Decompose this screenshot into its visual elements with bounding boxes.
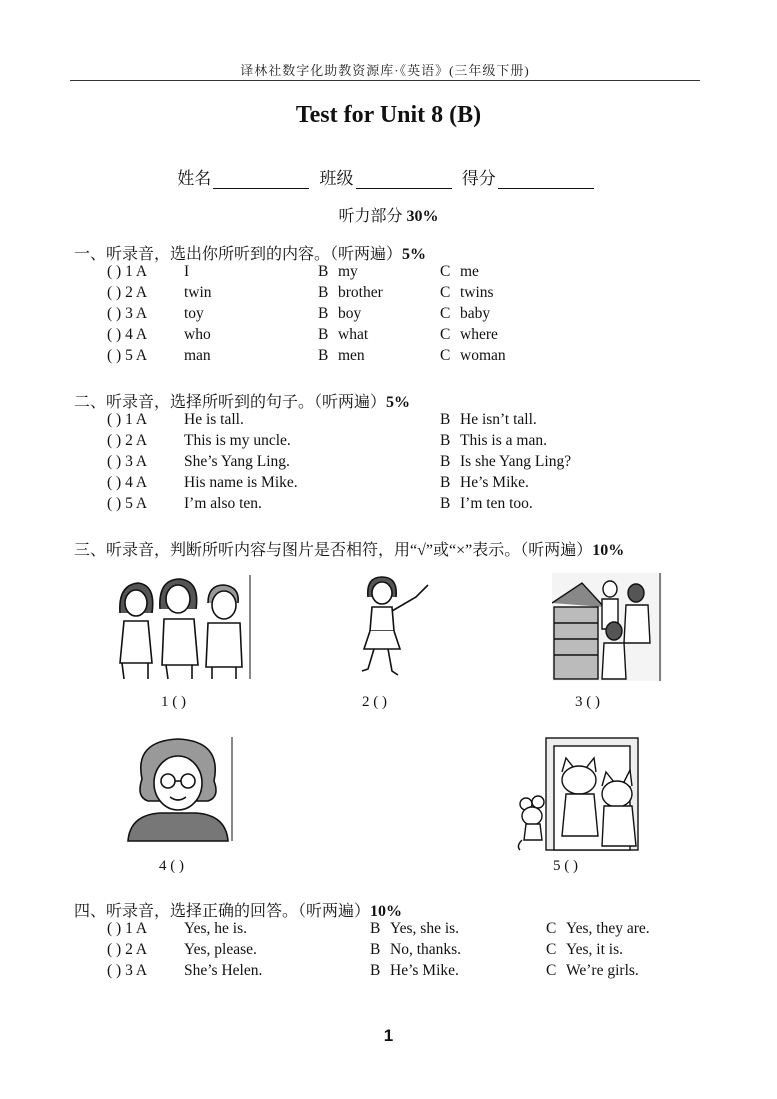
option-b-letter: B [370,941,381,958]
class-label: 班级 [319,169,354,188]
option-b-letter: B [318,305,329,322]
answer-bracket[interactable]: ( ) 3 A [107,453,148,470]
page-number: 1 [383,1026,394,1045]
picture-1-children [112,573,252,681]
option-b-letter: B [370,920,381,937]
listening-part-label: 听力部分 30% [338,208,439,225]
answer-bracket[interactable]: ( ) 1 A [107,263,148,280]
option-b: This is a man. [460,432,547,449]
option-c-letter: C [546,962,557,979]
option-b: my [338,263,358,280]
option-c: where [460,326,498,343]
answer-bracket[interactable]: ( ) 2 A [107,941,148,958]
option-a: She’s Helen. [184,962,263,979]
option-a: This is my uncle. [184,432,291,449]
class-blank[interactable] [356,170,452,189]
answer-bracket[interactable]: ( ) 1 A [107,411,148,428]
option-b-letter: B [318,263,329,280]
option-a: He is tall. [184,411,244,428]
option-b-letter: B [440,453,451,470]
option-b: men [338,347,365,364]
section-3-title: 三、听录音，判断所听内容与图片是否相符，用“√”或“×”表示。（听两遍）10% [74,542,625,559]
picture-2-answer[interactable]: 2 ( ) [362,694,387,710]
option-b-letter: B [318,326,329,343]
option-b: Yes, she is. [390,920,460,937]
option-b-letter: B [440,495,451,512]
option-b-letter: B [318,347,329,364]
name-blank[interactable] [213,170,309,189]
picture-1-answer[interactable]: 1 ( ) [161,694,186,710]
picture-4-grandmother [124,735,234,843]
option-c: We’re girls. [566,962,639,979]
picture-4-answer[interactable]: 4 ( ) [159,858,184,874]
picture-3-house-children [552,573,662,681]
option-b: He’s Mike. [460,474,529,491]
option-b: boy [338,305,362,322]
option-c-letter: C [440,305,451,322]
answer-bracket[interactable]: ( ) 5 A [107,347,148,364]
option-b: brother [338,284,383,301]
option-b-letter: B [440,411,451,428]
section-2-title: 二、听录音，选择所听到的句子。（听两遍）5% [74,394,411,411]
option-a: man [184,347,211,364]
option-c-letter: C [546,920,557,937]
option-c: Yes, it is. [566,941,624,958]
option-a: who [184,326,211,343]
answer-bracket[interactable]: ( ) 4 A [107,474,148,491]
score-label: 得分 [461,169,496,188]
option-a: She’s Yang Ling. [184,453,290,470]
option-c-letter: C [440,326,451,343]
option-a: Yes, he is. [184,920,248,937]
option-a: I’m also ten. [184,495,262,512]
option-c-letter: C [546,941,557,958]
picture-5-answer[interactable]: 5 ( ) [553,858,578,874]
option-c: twins [460,284,494,301]
option-b-letter: B [440,432,451,449]
header-rule [70,80,700,81]
page-title: Test for Unit 8 (B) [295,102,482,128]
option-b: what [338,326,369,343]
option-c: Yes, they are. [566,920,650,937]
option-c-letter: C [440,284,451,301]
option-b-letter: B [318,284,329,301]
picture-5-cats-mouse [516,736,644,852]
option-c: me [460,263,479,280]
name-label: 姓名 [177,169,212,188]
section-1-title: 一、听录音，选出你所听到的内容。（听两遍）5% [74,246,427,263]
option-a: I [184,263,190,280]
option-b: He isn’t tall. [460,411,537,428]
option-b: No, thanks. [390,941,462,958]
option-a: Yes, please. [184,941,257,958]
option-b-letter: B [370,962,381,979]
option-a: His name is Mike. [184,474,298,491]
answer-bracket[interactable]: ( ) 4 A [107,326,148,343]
option-b: Is she Yang Ling? [460,453,572,470]
page-header: 译林社数字化助教资源库·《英语》(三年级下册) [240,63,530,78]
score-blank[interactable] [498,170,594,189]
answer-bracket[interactable]: ( ) 3 A [107,305,148,322]
option-b: I’m ten too. [460,495,533,512]
option-c-letter: C [440,263,451,280]
answer-bracket[interactable]: ( ) 5 A [107,495,148,512]
option-c: woman [460,347,506,364]
picture-3-answer[interactable]: 3 ( ) [575,694,600,710]
option-a: twin [184,284,212,301]
answer-bracket[interactable]: ( ) 2 A [107,432,148,449]
option-c: baby [460,305,491,322]
option-c-letter: C [440,347,451,364]
option-a: toy [184,305,204,322]
option-b: He’s Mike. [390,962,459,979]
section-4-title: 四、听录音，选择正确的回答。（听两遍）10% [74,903,403,920]
answer-bracket[interactable]: ( ) 1 A [107,920,148,937]
student-info [0,164,777,189]
picture-2-girl-waving [358,575,440,683]
answer-bracket[interactable]: ( ) 2 A [107,284,148,301]
answer-bracket[interactable]: ( ) 3 A [107,962,148,979]
option-b-letter: B [440,474,451,491]
